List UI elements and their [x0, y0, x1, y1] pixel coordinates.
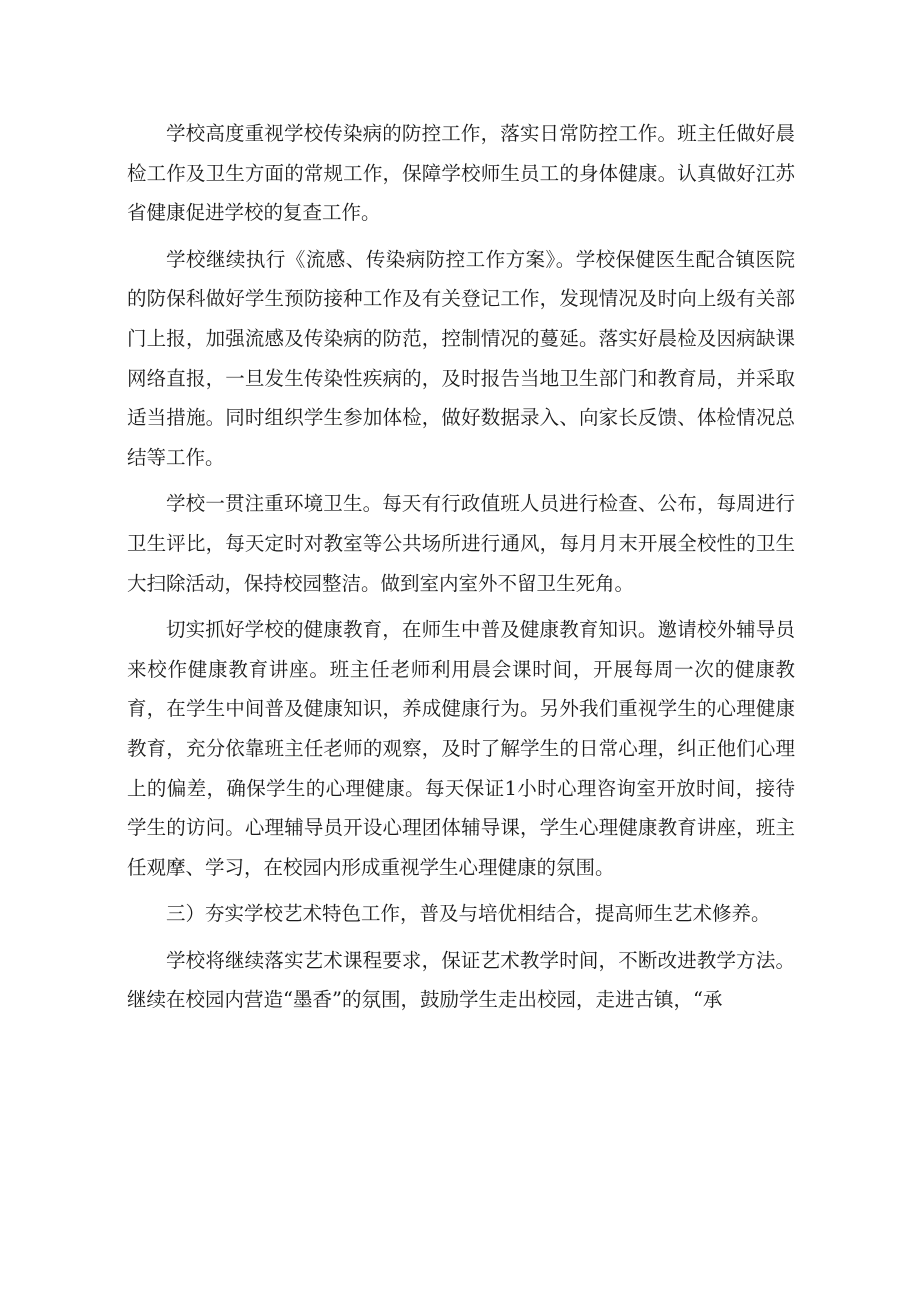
paragraph-arts-heading: 三）夯实学校艺术特色工作，普及与培优相结合，提高师生艺术修养。 [166, 902, 771, 926]
paragraph-health-education: 切实抓好学校的健康教育，在师生中普及健康教育知识。邀请校外辅导员来校作健康教育讲座。班主任老师利用晨会课时间，开展每周一次的健康教育，在学生中间普及健康知识，养成健康行为。另外我们重视学生的心理健康教育，充分依靠班主任老师的观察，及时了解学生的日常心理，纠正他们心理上的偏差，确保学生的心理健康。每天保证1小时心理咨询室开放时间，接待学生的访问。心理辅导员开设心理团体辅导课，学生心理健康教育讲座，班主任观摩、学习，在校园内形成重视学生心理健康的氛围。 [127, 618, 795, 879]
paragraph-environment-hygiene: 学校一贯注重环境卫生。每天有行政值班人员进行检查、公布，每周进行卫生评比，每天定时对教室等公共场所进行通风，每月月末开展全校性的卫生大扫除活动，保持校园整洁。做到室内室外不留卫生死角。 [127, 492, 795, 595]
document-body [127, 114, 795, 1027]
paragraph-disease-prevention: 学校高度重视学校传染病的防控工作，落实日常防控工作。班主任做好晨检工作及卫生方面的常规工作，保障学校师生员工的身体健康。认真做好江苏省健康促进学校的复查工作。 [127, 122, 795, 225]
paragraph-flu-plan: 学校继续执行《流感、传染病防控工作方案》。学校保健医生配合镇医院的防保科做好学生预防接种工作及有关登记工作，发现情况及时向上级有关部门上报，加强流感及传染病的防范，控制情况的蔓延。落实好晨检及因病缺课网络直报，一旦发生传染性疾病的，及时报告当地卫生部门和教育局，并采取适当措施。同时组织学生参加体检，做好数据录入、向家长反馈、体检情况总结等工作。 [127, 247, 795, 469]
paragraph-arts-curriculum: 学校将继续落实艺术课程要求，保证艺术教学时间，不断改进教学方法。继续在校园内营造“墨香”的氛围，鼓励学生走出校园，走进古镇，“承 [127, 948, 795, 1012]
